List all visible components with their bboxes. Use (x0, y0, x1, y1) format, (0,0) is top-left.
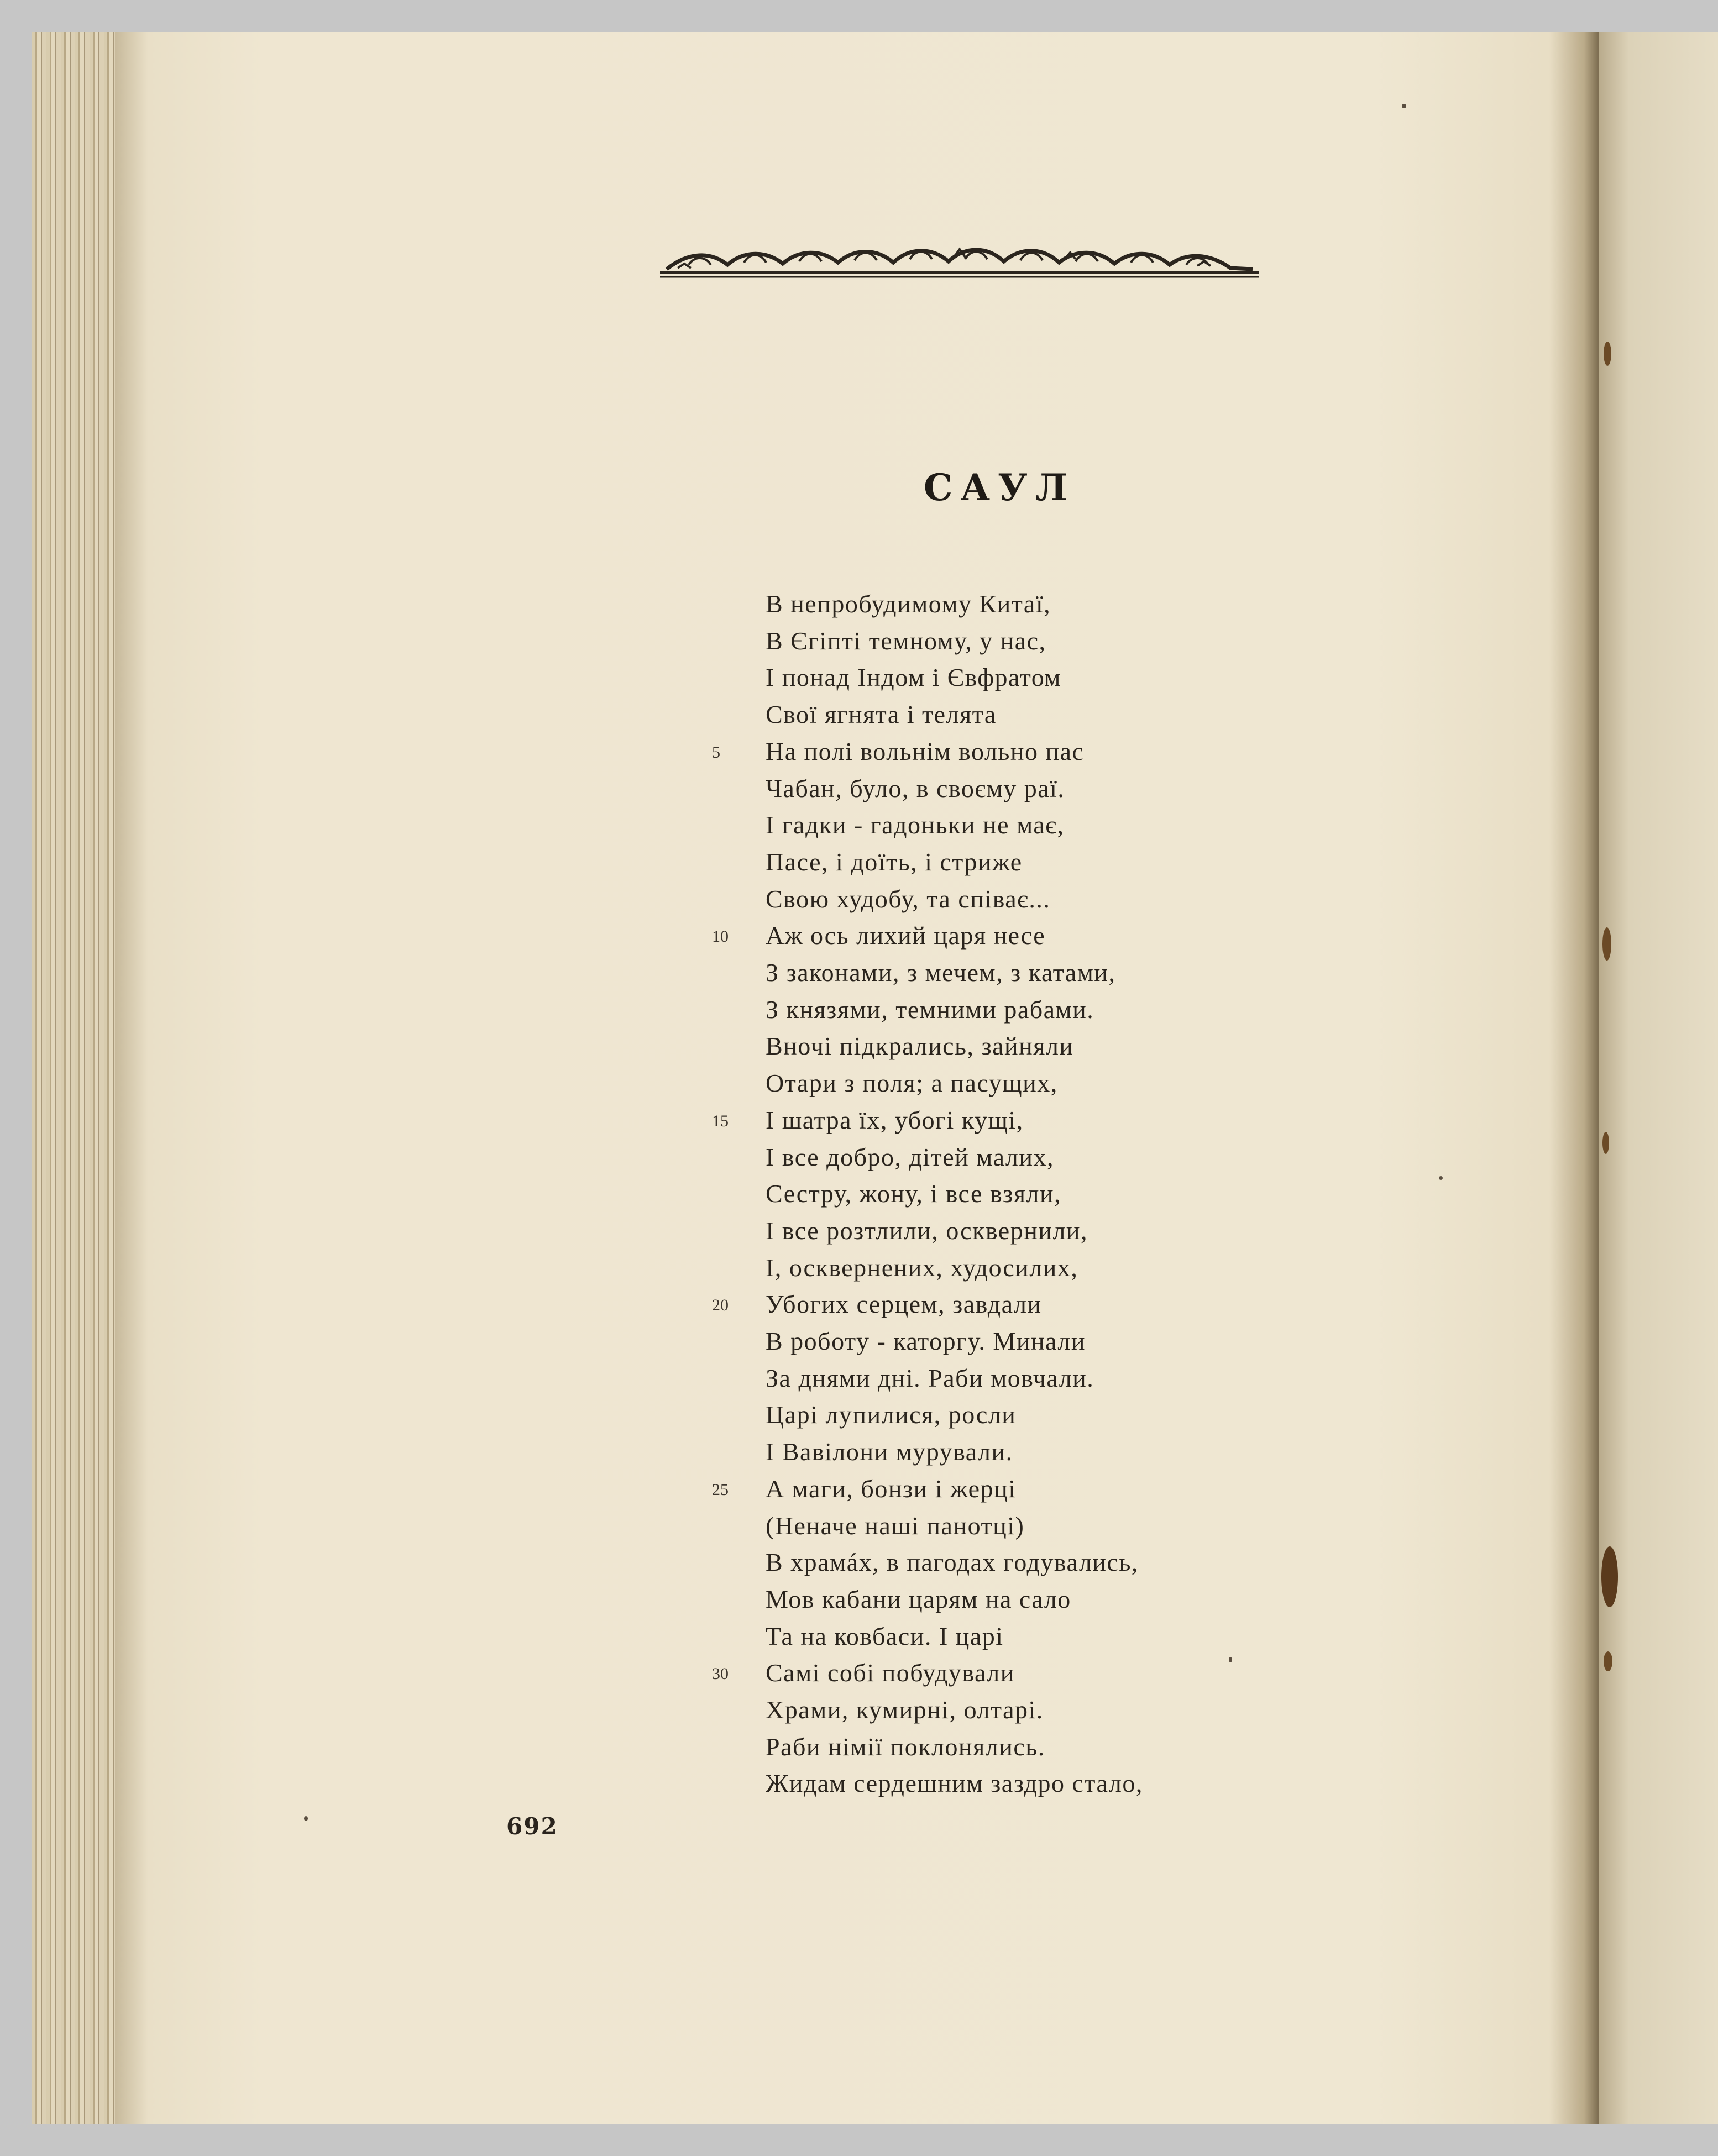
poem-line: Вночі підкрались, зайняли (766, 1032, 1074, 1061)
poem-line: Сестру, жону, і все взяли, (766, 1179, 1062, 1208)
line-number: 15 (712, 1111, 729, 1130)
poem-line: І все розтлили, осквернили, (766, 1216, 1088, 1245)
poem-line: Аж ось лихий царя несе (766, 921, 1046, 950)
decorative-headpiece (656, 240, 1264, 285)
ink-stain (1602, 1132, 1609, 1154)
line-number: 25 (712, 1480, 729, 1499)
paper-speck (1229, 1657, 1232, 1662)
poem-line: Убогих серцем, завдали (766, 1290, 1042, 1319)
poem-line: Раби німії поклонялись. (766, 1732, 1045, 1761)
poem-line: Отари з поля; а пасущих, (766, 1069, 1058, 1098)
page-gutter (1549, 32, 1599, 2124)
poem-line: На полі вольнім вольно пас (766, 737, 1085, 765)
paper-speck (1402, 104, 1406, 108)
page-number: 692 (506, 1813, 558, 1840)
poem-line: В роботу - каторгу. Минали (766, 1327, 1086, 1355)
poem-line: І понад Індом і Євфратом (766, 663, 1061, 692)
poem-line: І все добро, дітей малих, (766, 1142, 1054, 1171)
poem-line: І шатра їх, убогі кущі, (766, 1105, 1024, 1134)
poem-line: В храмáх, в пагодах годувались, (766, 1548, 1139, 1577)
poem-line: Царі лупилися, росли (766, 1400, 1017, 1429)
poem-line: Мов кабани царям на сало (766, 1585, 1071, 1613)
poem-line: Та на ковбаси. І царі (766, 1622, 1004, 1650)
poem-line: В непробудимому Китаї, (766, 590, 1051, 618)
poem-line: Храми, кумирні, олтарі. (766, 1696, 1044, 1724)
poem-line: (Неначе наші панотці) (766, 1511, 1025, 1540)
ink-stain (1601, 1546, 1618, 1607)
ink-stain (1604, 1651, 1612, 1671)
poem-line: Чабан, було, в своєму раї. (766, 774, 1065, 802)
poem-line: Свої ягнята і телята (766, 700, 997, 729)
poem-line: Свою худобу, та співає... (766, 884, 1051, 913)
poem-line: З князями, темними рабами. (766, 995, 1094, 1024)
poem-line: І, осквернених, худосилих, (766, 1253, 1078, 1282)
poem-line: Пасе, і доїть, і стриже (766, 847, 1023, 876)
line-number: 20 (712, 1296, 729, 1315)
poem-line: Жидам сердешним заздро стало, (766, 1769, 1143, 1798)
poem-line: І гадки - гадоньки не має, (766, 811, 1065, 840)
book-binding-edge (32, 32, 115, 2124)
poem-line: За днями дні. Раби мовчали. (766, 1363, 1094, 1392)
poem-line: В Єгіпті темному, у нас, (766, 626, 1046, 655)
line-number: 5 (712, 743, 720, 762)
next-page-edge (1599, 32, 1718, 2124)
poem-line: З законами, з мечем, з катами, (766, 958, 1116, 987)
poem-line: Самі собі побудували (766, 1659, 1015, 1687)
poem-title: САУЛ (923, 466, 1076, 509)
paper-speck (304, 1816, 308, 1821)
paper-speck (1439, 1176, 1443, 1180)
binding-shadow (115, 32, 148, 2124)
line-number: 10 (712, 927, 729, 946)
poem-line: А маги, бонзи і жерці (766, 1474, 1017, 1503)
ink-stain (1604, 342, 1611, 366)
line-number: 30 (712, 1665, 729, 1683)
book-scan (32, 32, 1718, 2124)
ink-stain (1602, 927, 1611, 961)
poem-line: І Вавілони мурували. (766, 1438, 1013, 1466)
